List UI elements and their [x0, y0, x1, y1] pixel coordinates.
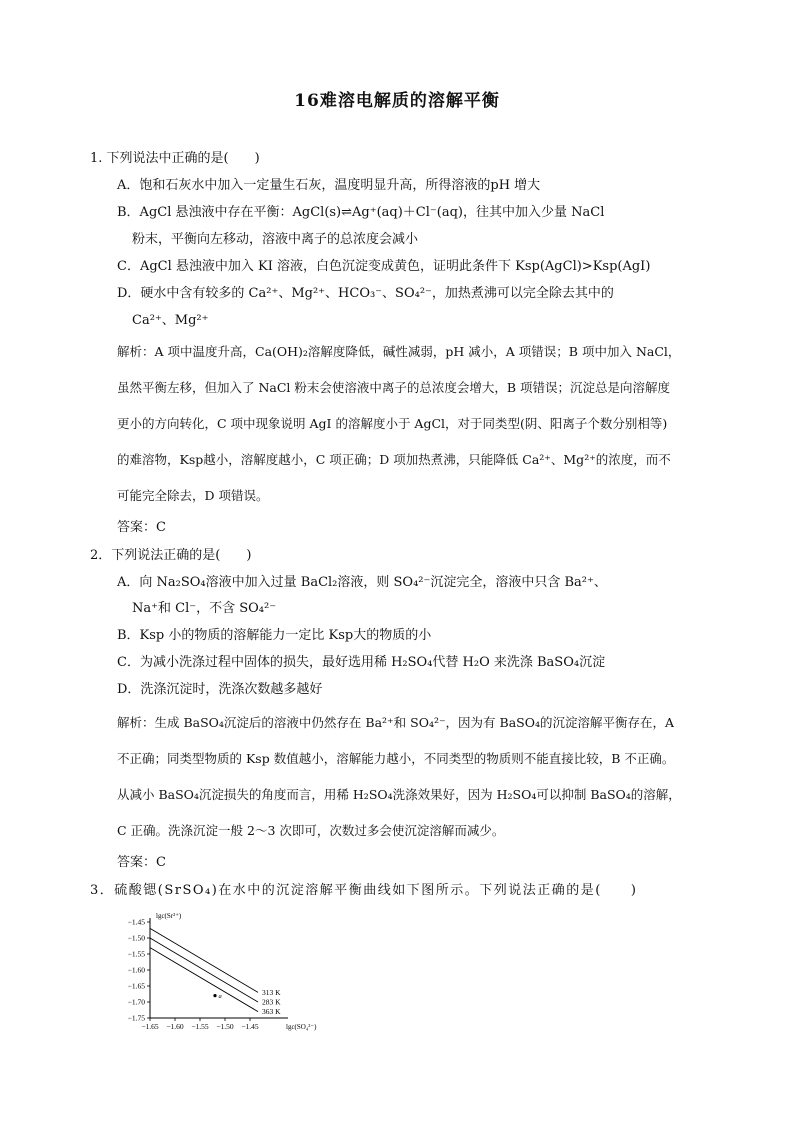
curve-label: 283 K	[262, 997, 281, 1007]
y-axis-label: lgc(Sr²⁺)	[156, 912, 182, 920]
question-1-explanation-line5: 可能完全除去，D 项错误。	[117, 488, 269, 503]
y-tick-label: −1.65	[127, 981, 145, 991]
curve-label: 313 K	[262, 987, 281, 997]
question-2-option-c: C．为减小洗涤过程中固体的损失，最好选用稀 H₂SO₄代替 H₂O 来洗涤 BaSO₄沉淀	[117, 655, 606, 670]
question-2-option-a-line1: A．向 Na₂SO₄溶液中加入过量 BaCl₂溶液，则 SO₄²⁻沉淀完全，溶液中只含 Ba²⁺、	[117, 575, 607, 590]
question-1-option-b-line2: 粉末，平衡向左移动，溶液中离子的总浓度会减小	[132, 232, 419, 247]
curve-283k	[150, 938, 258, 1002]
question-1-option-a: A．饱和石灰水中加入一定量生石灰，温度明显升高，所得溶液的pH 增大	[117, 178, 541, 193]
y-tick-label: −1.55	[127, 949, 145, 959]
y-tick-label: −1.50	[127, 933, 145, 943]
question-1-option-d-line2: Ca²⁺、Mg²⁺	[132, 313, 209, 328]
y-tick-label: −1.75	[127, 1013, 145, 1023]
question-1-stem: 1. 下列说法中正确的是( )	[90, 151, 260, 166]
question-2-option-d: D．洗涤沉淀时，洗涤次数越多越好	[117, 682, 323, 697]
x-tick-label: −1.45	[241, 1022, 259, 1031]
question-2-option-b: B．Ksp 小的物质的溶解能力一定比 Ksp大的物质的小	[117, 628, 432, 643]
question-1-answer: 答案：C	[117, 520, 166, 535]
question-1-option-b-line1: B．AgCl 悬浊液中存在平衡：AgCl(s)⇌Ag⁺(aq)＋Cl⁻(aq)，往其中加入少量 NaCl	[117, 205, 605, 220]
question-3-stem: 3．硫酸锶(SrSO₄)在水中的沉淀溶解平衡曲线如下图所示。下列说法正确的是( )	[90, 883, 638, 898]
question-1-explanation-line2: 虽然平衡左移，但加入了 NaCl 粉末会使溶液中离子的总浓度会增大，B 项错误；沉淀总是向溶解度	[117, 380, 671, 395]
solubility-equilibrium-chart	[100, 908, 320, 1038]
question-2-explanation-line3: 从减小 BaSO₄沉淀损失的角度而言，用稀 H₂SO₄洗涤效果好，因为 H₂SO₄可以抑制 BaSO₄的溶解，	[117, 787, 681, 802]
curve-363k	[150, 948, 258, 1012]
y-tick-label: −1.60	[127, 965, 145, 975]
x-tick-label: −1.55	[191, 1022, 209, 1031]
question-1-option-c: C．AgCl 悬浊液中加入 KI 溶液，白色沉淀变成黄色，证明此条件下 Ksp(AgCl)>Ksp(AgI)	[117, 259, 651, 274]
question-1-explanation-line4: 的难溶物，Ksp越小，溶解度越小，C 项正确；D 项加热煮沸，只能降低 Ca²⁺、Mg²⁺的浓度，而不	[117, 452, 671, 467]
question-2-option-a-line2: Na⁺和 Cl⁻，不含 SO₄²⁻	[132, 601, 277, 616]
question-2-answer: 答案：C	[117, 855, 166, 870]
question-2-explanation-line4: C 正确。洗涤沉淀一般 2～3 次即可，次数过多会使沉淀溶解而减少。	[117, 823, 505, 838]
question-2-stem: 2．下列说法正确的是( )	[90, 548, 252, 563]
question-2-explanation-line2: 不正确；同类型物质的 Ksp 数值越小，溶解能力越小，不同类型的物质则不能直接比较，B 不正确。	[117, 751, 675, 766]
point-a	[213, 994, 216, 997]
x-tick-label: −1.50	[216, 1022, 234, 1031]
x-axis-label: lgc(SO₄²⁻)	[286, 1023, 317, 1031]
curve-313k	[150, 928, 258, 992]
y-tick-label: −1.70	[127, 997, 145, 1007]
y-tick-label: −1.45	[127, 917, 145, 927]
question-1-explanation-line1: 解析：A 项中温度升高，Ca(OH)₂溶解度降低，碱性减弱，pH 减小，A 项错误；B 项中加入 NaCl，	[117, 344, 681, 359]
curve-label: 363 K	[262, 1007, 281, 1017]
x-tick-label: −1.60	[166, 1022, 184, 1031]
page-title: 16难溶电解质的溶解平衡	[294, 91, 500, 111]
question-2-explanation-line1: 解析：生成 BaSO₄沉淀后的溶液中仍然存在 Ba²⁺和 SO₄²⁻，因为有 BaSO₄的沉淀溶解平衡存在，A	[117, 715, 675, 730]
point-a-label: a	[218, 993, 222, 1001]
question-1-option-d-line1: D．硬水中含有较多的 Ca²⁺、Mg²⁺、HCO₃⁻、SO₄²⁻，加热煮沸可以完全除去其中的	[117, 286, 614, 301]
x-tick-label: −1.65	[141, 1022, 159, 1031]
question-1-explanation-line3: 更小的方向转化，C 项中现象说明 AgI 的溶解度小于 AgCl，对于同类型(阴、阳离子个数分别相等)	[117, 416, 668, 431]
